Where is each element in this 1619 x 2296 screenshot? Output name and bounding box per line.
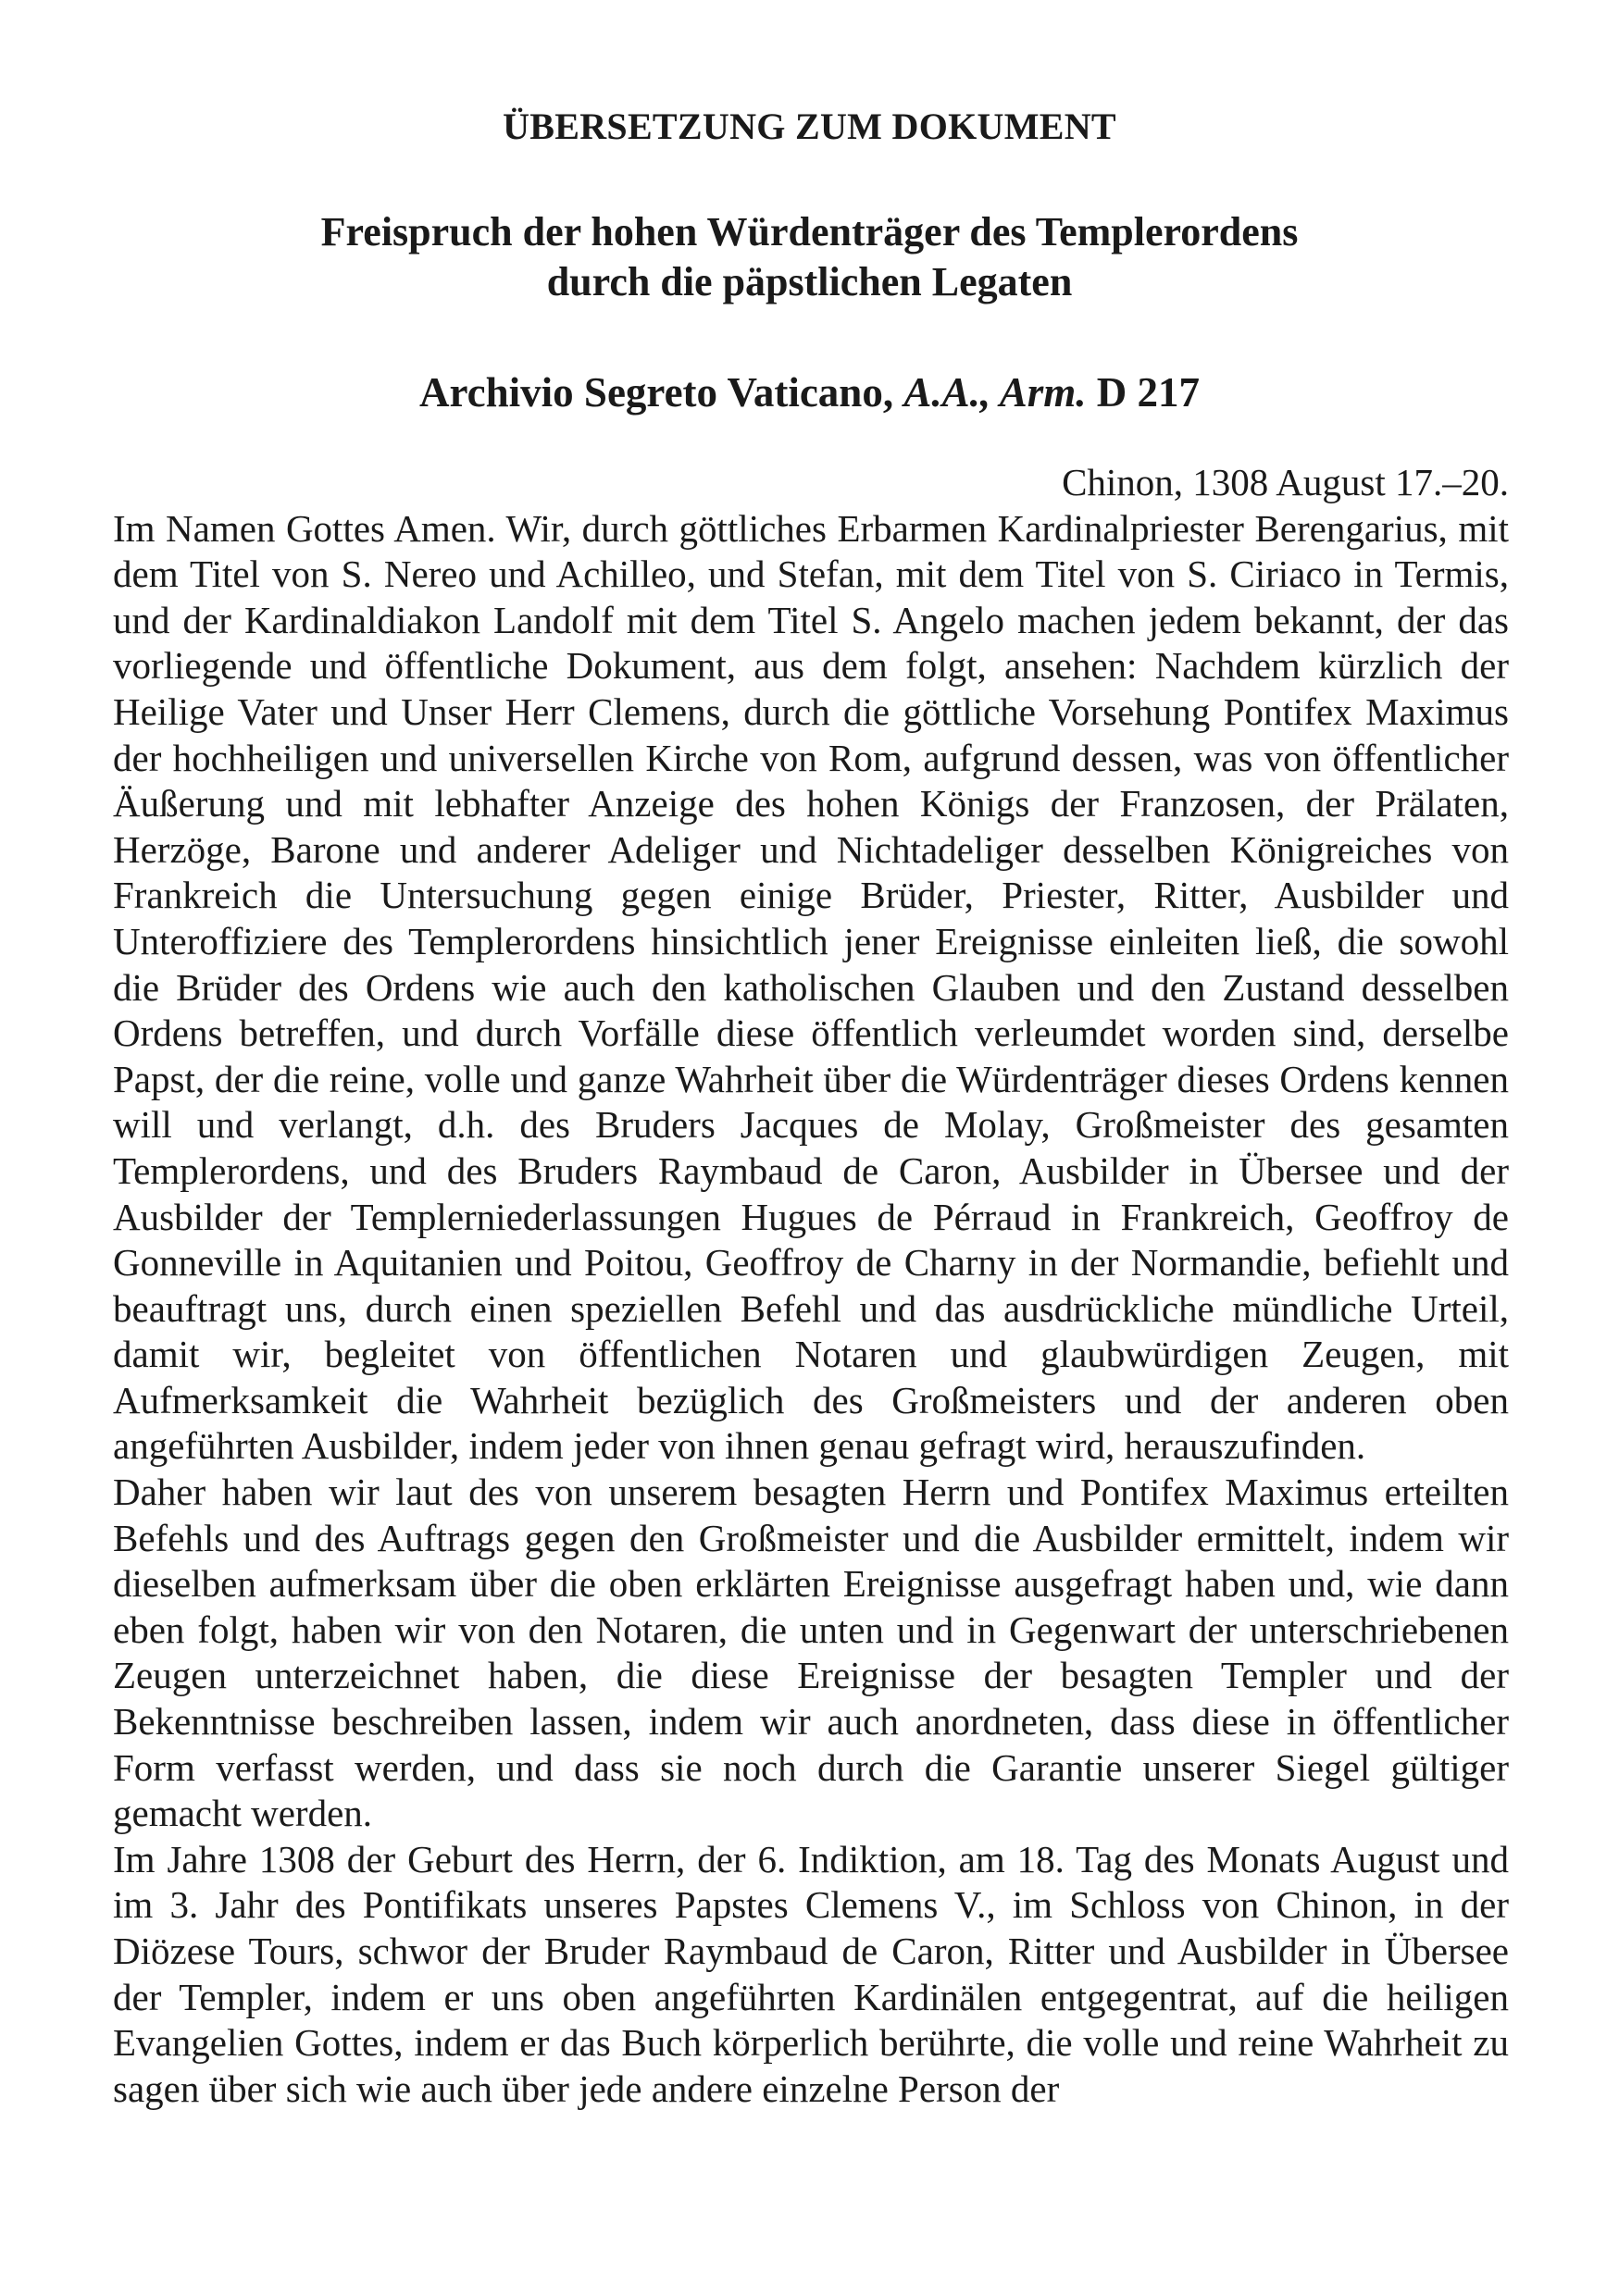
archive-suffix: D 217 [1086,369,1200,416]
document-body [113,460,1509,2112]
document-label: ÜBERSETZUNG ZUM DOKUMENT [503,105,1116,147]
document-title [0,207,1619,307]
paragraph-2: Daher haben wir laut des von unserem besagten Herrn und Pontifex Maximus erteilten Befehls und des Auftrags gegen den Großmeister und die Ausbilder ermittelt, indem wir dieselben aufmerksam über die oben erklärten Ereignisse ausgefragt haben und, wie dann eben folgt, haben wir von den Notaren, die unten und in Gegenwart der unterschriebenen Zeugen unterzeichnet haben, die diese Ereignisse der besagten Templer und der Bekenntnisse beschreiben lassen, indem wir auch anordneten, dass diese in öffentlicher Form verfasst werden, und dass sie noch durch die Garantie unserer Siegel gültiger gemacht werden. [113,1471,1509,1835]
place-date: Chinon, 1308 August 17.–20. [1062,461,1509,503]
title-line-1: Freispruch der hohen Würdenträger des Templerordens [320,209,1299,254]
title-line-2: durch die päpstlichen Legaten [546,259,1073,304]
archive-prefix: Archivio Segreto Vaticano, [419,369,904,416]
archive-reference [0,368,1619,416]
paragraph-1: Im Namen Gottes Amen. Wir, durch göttliches Erbarmen Kardinalpriester Berengarius, mit dem Titel von S. Nereo und Achilleo, und Stefan, mit dem Titel von S. Ciriaco in Termis, und der Kardinaldiakon Landolf mit dem Titel S. Angelo machen jedem bekannt, der das vorliegende und öffentliche Dokument, aus dem folgt, ansehen: Nachdem kürzlich der Heilige Vater und Unser Herr Clemens, durch die göttliche Vorsehung Pontifex Maximus der hochheiligen und universellen Kirche von Rom, aufgrund dessen, was von öffentlicher Äußerung und mit lebhafter Anzeige des hohen Königs der Franzosen, der Prälaten, Herzöge, Barone und anderer Adeliger und Nichtadeliger desselben Königreiches von Frankreich die Untersuchung gegen einige Brüder, Priester, Ritter, Ausbilder und Unteroffiziere des Templerordens hinsichtlich jener Ereignisse einleiten ließ, die sowohl die Brüder des Ordens wie auch den katholischen Glauben und den Zustand desselben Ordens betreffen, und durch Vorfälle diese öffentlich verleumdet worden sind, derselbe Papst, der die reine, volle und ganze Wahrheit über die Würdenträger dieses Ordens kennen will und verlangt, d.h. des Bruders Jacques de Molay, Großmeister des gesamten Templerordens, und des Bruders Raymbaud de Caron, Ausbilder in Übersee und der Ausbilder der Templerniederlassungen Hugues de Pérraud in Frankreich, Geoffroy de Gonneville in Aquitanien und Poitou, Geoffroy de Charny in der Normandie, befiehlt und beauftragt uns, durch einen speziellen Befehl und das ausdrückliche mündliche Urteil, damit wir, begleitet von öffentlichen Notaren und glaubwürdigen Zeugen, mit Aufmerksamkeit die Wahrheit bezüglich des Großmeisters und der anderen oben angeführten Ausbilder, indem jeder von ihnen genau gefragt wird, herauszufinden. [113,506,1509,1468]
paragraph-3: Im Jahre 1308 der Geburt des Herrn, der 6. Indiktion, am 18. Tag des Monats August und im 3. Jahr des Pontifikats unseres Papstes Clemens V., im Schloss von Chinon, in der Diözese Tours, schwor der Bruder Raymbaud de Caron, Ritter und Ausbilder in Übersee der Templer, indem er uns oben angeführten Kardinälen entgegentrat, auf die heiligen Evangelien Gottes, indem er das Buch körperlich berührte, die volle und reine Wahrheit zu sagen über sich wie auch über jede andere einzelne Person der [113,1837,1509,2110]
archive-italic: A.A., Arm. [903,369,1087,416]
